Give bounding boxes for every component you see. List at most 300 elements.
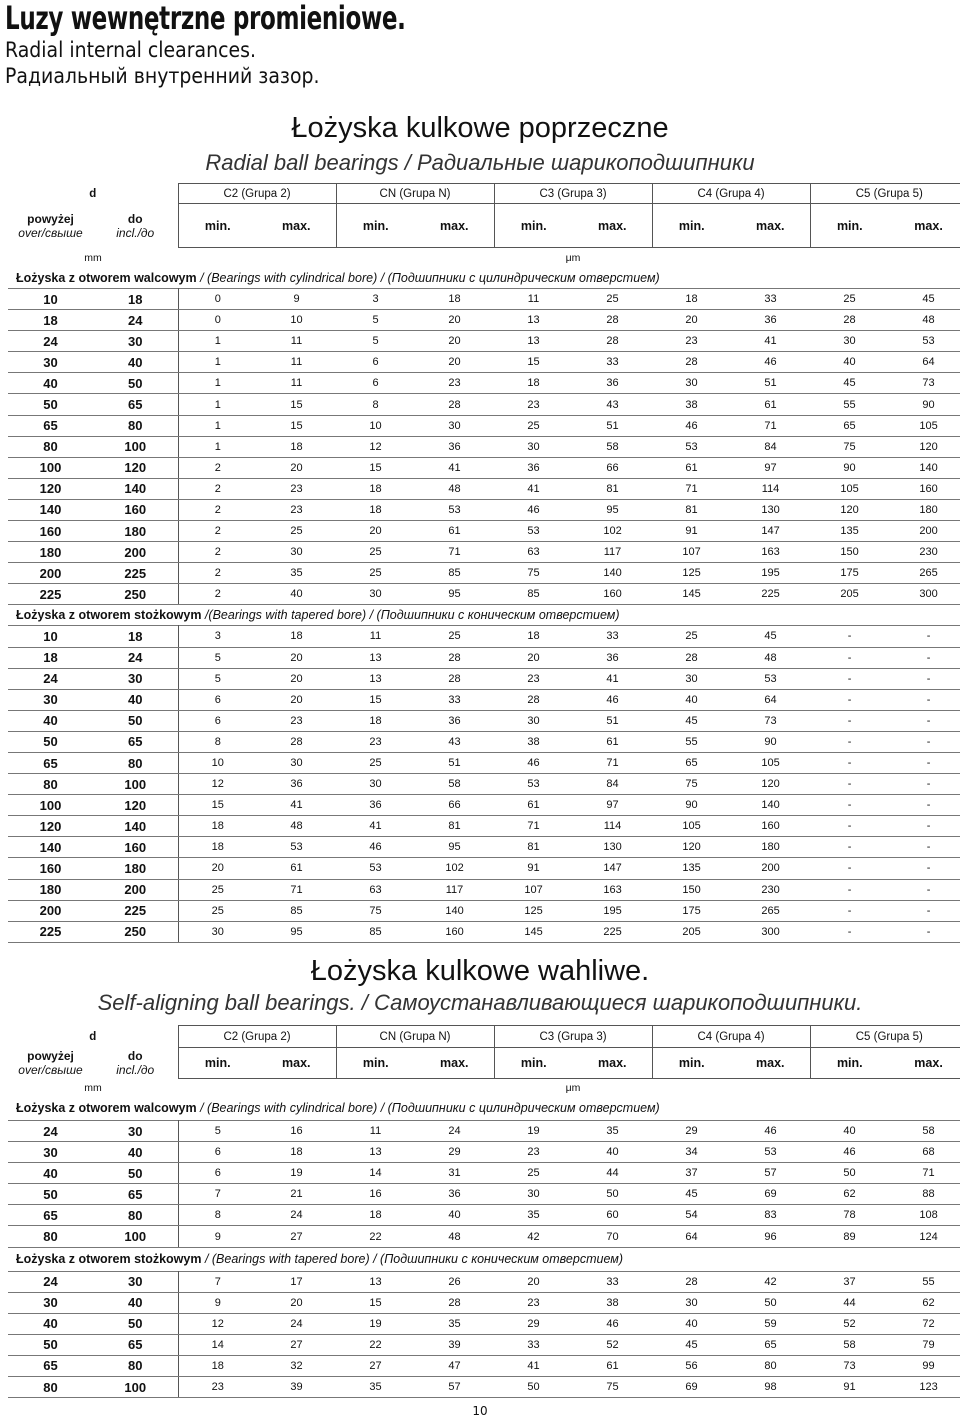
incl-value: 160 (93, 837, 178, 858)
max-header: max. (257, 1048, 336, 1079)
min-value: 2 (178, 563, 257, 584)
min-value: 11 (336, 1121, 415, 1142)
max-value: 95 (415, 837, 494, 858)
min-value: 5 (336, 331, 415, 352)
over-value: 40 (8, 1163, 93, 1184)
min-value: 18 (336, 1205, 415, 1226)
min-value: 63 (494, 542, 573, 563)
min-value: 44 (810, 1292, 889, 1313)
table-row (8, 394, 960, 415)
max-value: 83 (731, 1205, 810, 1226)
min-value: 8 (178, 1205, 257, 1226)
group-header: C5 (Grupa 5) (810, 184, 960, 204)
min-header: min. (336, 204, 415, 248)
incl-value: 200 (93, 542, 178, 563)
max-value: 36 (415, 436, 494, 457)
over-value: 200 (8, 563, 93, 584)
min-value: 2 (178, 457, 257, 478)
max-value: 48 (415, 1226, 494, 1247)
max-value: - (889, 647, 960, 668)
max-value: 140 (415, 900, 494, 921)
incl-label-pl: do (127, 1049, 143, 1063)
group-header: C3 (Grupa 3) (494, 1026, 652, 1048)
group-header: C2 (Grupa 2) (178, 1026, 336, 1048)
max-value: 105 (731, 752, 810, 773)
over-value: 50 (8, 731, 93, 752)
max-header: max. (573, 204, 652, 248)
min-value: 9 (178, 1226, 257, 1247)
max-value: 18 (415, 289, 494, 310)
min-value: 12 (336, 436, 415, 457)
max-value: 43 (415, 731, 494, 752)
max-value: 75 (573, 1377, 652, 1398)
cylindrical-bore-label (8, 268, 960, 289)
incl-value: 80 (93, 415, 178, 436)
group-header-row (8, 1026, 960, 1048)
d-header: d (8, 184, 178, 204)
tapered-bore-label-bold: Łożyska z otworem stożkowym (16, 1252, 202, 1267)
min-value: 45 (652, 1184, 731, 1205)
min-value: 15 (178, 795, 257, 816)
max-value: 15 (257, 394, 336, 415)
max-value: - (889, 921, 960, 942)
max-value: 51 (573, 710, 652, 731)
min-value: 5 (178, 668, 257, 689)
max-value: 11 (257, 373, 336, 394)
min-value: 52 (810, 1313, 889, 1334)
max-value: 20 (257, 668, 336, 689)
group-header: C4 (Grupa 4) (652, 184, 810, 204)
min-value: 23 (494, 1142, 573, 1163)
max-value: - (889, 879, 960, 900)
incl-value: 100 (93, 436, 178, 457)
max-value: 61 (415, 521, 494, 542)
max-header: max. (889, 204, 960, 248)
min-value: 0 (178, 310, 257, 331)
table-row (8, 1121, 960, 1142)
min-value: 53 (494, 774, 573, 795)
max-value: 45 (889, 289, 960, 310)
min-value: 45 (810, 373, 889, 394)
max-value: 300 (731, 921, 810, 942)
incl-header (93, 204, 178, 248)
min-value: 13 (336, 1142, 415, 1163)
min-value: 27 (336, 1355, 415, 1376)
min-value: 11 (336, 626, 415, 647)
max-value: 71 (415, 542, 494, 563)
max-value: 66 (415, 795, 494, 816)
table-row (8, 1205, 960, 1226)
max-value: 230 (731, 879, 810, 900)
max-header: max. (415, 204, 494, 248)
min-value: 37 (810, 1271, 889, 1292)
max-value: 160 (889, 478, 960, 499)
min-value: 145 (494, 921, 573, 942)
min-value: 13 (336, 668, 415, 689)
max-value: 114 (731, 478, 810, 499)
min-value: 30 (494, 710, 573, 731)
min-header: min. (336, 1048, 415, 1079)
max-value: 23 (415, 373, 494, 394)
table-row (8, 1226, 960, 1247)
min-value: 18 (178, 1355, 257, 1376)
max-value: 11 (257, 352, 336, 373)
max-value: - (889, 816, 960, 837)
over-value: 30 (8, 1292, 93, 1313)
incl-value: 18 (93, 289, 178, 310)
min-value: 30 (652, 1292, 731, 1313)
max-value: 90 (889, 394, 960, 415)
table-row (8, 689, 960, 710)
table-row (8, 710, 960, 731)
max-value: 26 (415, 1271, 494, 1292)
min-header: min. (178, 204, 257, 248)
incl-value: 100 (93, 1377, 178, 1398)
radial-ball-bearings-table (8, 183, 960, 943)
max-value: 120 (889, 436, 960, 457)
incl-value: 250 (93, 921, 178, 942)
max-value: 21 (257, 1184, 336, 1205)
max-value: 57 (415, 1377, 494, 1398)
min-header: min. (652, 1048, 731, 1079)
min-value: 12 (178, 774, 257, 795)
max-value: 52 (573, 1334, 652, 1355)
min-value: 55 (810, 394, 889, 415)
max-value: 30 (415, 415, 494, 436)
max-value: 80 (731, 1355, 810, 1376)
min-value: 20 (178, 858, 257, 879)
min-value: 85 (494, 584, 573, 605)
max-value: 41 (731, 331, 810, 352)
max-value: 46 (731, 352, 810, 373)
over-label-pl: powyżej (27, 211, 74, 226)
max-value: 140 (573, 563, 652, 584)
min-value: 23 (652, 331, 731, 352)
max-value: 225 (573, 921, 652, 942)
max-value: 140 (731, 795, 810, 816)
max-value: 39 (415, 1334, 494, 1355)
min-value: 18 (178, 837, 257, 858)
max-value: 160 (573, 584, 652, 605)
max-value: 61 (573, 731, 652, 752)
over-value: 18 (8, 647, 93, 668)
max-value: 73 (731, 710, 810, 731)
min-value: 75 (810, 436, 889, 457)
max-value: 85 (415, 563, 494, 584)
min-value: 20 (652, 310, 731, 331)
max-value: 180 (731, 837, 810, 858)
over-header (8, 1048, 93, 1079)
page-number: 10 (472, 1404, 488, 1418)
max-value: 18 (257, 626, 336, 647)
max-header: max. (257, 204, 336, 248)
max-value: 28 (573, 331, 652, 352)
max-value: 18 (257, 1142, 336, 1163)
over-value: 65 (8, 1205, 93, 1226)
over-header (8, 204, 93, 248)
incl-value: 120 (93, 795, 178, 816)
min-value: 25 (494, 1163, 573, 1184)
max-value: 140 (889, 457, 960, 478)
incl-value: 160 (93, 499, 178, 520)
group-header: C2 (Grupa 2) (178, 184, 336, 204)
min-value: 13 (494, 310, 573, 331)
min-value: 53 (494, 521, 573, 542)
max-value: 88 (889, 1184, 960, 1205)
max-value: 40 (415, 1205, 494, 1226)
max-value: 47 (415, 1355, 494, 1376)
max-value: 20 (415, 352, 494, 373)
over-value: 24 (8, 668, 93, 689)
min-value: 81 (652, 499, 731, 520)
max-value: 72 (889, 1313, 960, 1334)
table-row (8, 626, 960, 647)
max-value: 70 (573, 1226, 652, 1247)
max-value: 71 (889, 1163, 960, 1184)
table-row (8, 816, 960, 837)
min-value: 30 (810, 331, 889, 352)
min-value: 205 (652, 921, 731, 942)
table-row (8, 542, 960, 563)
max-value: 97 (731, 457, 810, 478)
min-value: 75 (494, 563, 573, 584)
max-value: 41 (415, 457, 494, 478)
min-header: min. (652, 204, 731, 248)
max-value: - (889, 900, 960, 921)
min-value: 135 (810, 521, 889, 542)
incl-value: 40 (93, 689, 178, 710)
max-value: 81 (573, 478, 652, 499)
max-value: 69 (731, 1184, 810, 1205)
min-value: 29 (494, 1313, 573, 1334)
max-value: 61 (731, 394, 810, 415)
max-value: 71 (731, 415, 810, 436)
max-value: 61 (573, 1355, 652, 1376)
incl-value: 80 (93, 1205, 178, 1226)
min-value: 15 (336, 689, 415, 710)
min-value: - (810, 774, 889, 795)
min-value: 46 (810, 1142, 889, 1163)
group-header: C4 (Grupa 4) (652, 1026, 810, 1048)
max-value: 20 (257, 647, 336, 668)
over-value: 180 (8, 879, 93, 900)
max-value: 105 (889, 415, 960, 436)
min-value: 175 (810, 563, 889, 584)
max-value: 33 (415, 689, 494, 710)
min-value: 36 (494, 457, 573, 478)
max-value: - (889, 795, 960, 816)
min-value: 6 (336, 373, 415, 394)
incl-value: 40 (93, 1292, 178, 1313)
table-row (8, 1313, 960, 1334)
min-value: 9 (178, 1292, 257, 1313)
max-value: 90 (731, 731, 810, 752)
table-row (8, 584, 960, 605)
incl-value: 65 (93, 394, 178, 415)
max-value: 195 (573, 900, 652, 921)
min-header: min. (810, 204, 889, 248)
tapered-bore-label-rest: /(Bearings with tapered bore) / (Подшипники с коническим отверстием) (201, 608, 620, 623)
table-row (8, 373, 960, 394)
min-value: 6 (178, 689, 257, 710)
over-value: 24 (8, 331, 93, 352)
max-value: 48 (731, 647, 810, 668)
table-row (8, 415, 960, 436)
incl-value: 18 (93, 626, 178, 647)
max-value: 35 (257, 563, 336, 584)
min-value: 71 (494, 816, 573, 837)
min-value: 56 (652, 1355, 731, 1376)
max-value: 24 (415, 1121, 494, 1142)
cylindrical-bore-label-rest: / (Bearings with cylindrical bore) / (Подшипники с цилиндрическим отверстием) (196, 270, 660, 285)
min-value: 75 (652, 774, 731, 795)
min-value: 1 (178, 373, 257, 394)
over-value: 30 (8, 689, 93, 710)
min-value: 28 (652, 1271, 731, 1292)
max-value: - (889, 689, 960, 710)
incl-value: 30 (93, 1271, 178, 1292)
min-value: 150 (810, 542, 889, 563)
max-value: 58 (415, 774, 494, 795)
table-row (8, 795, 960, 816)
min-value: 75 (336, 900, 415, 921)
min-value: - (810, 689, 889, 710)
max-value: 108 (889, 1205, 960, 1226)
max-value: 51 (731, 373, 810, 394)
max-value: 57 (731, 1163, 810, 1184)
min-value: 7 (178, 1184, 257, 1205)
incl-value: 140 (93, 816, 178, 837)
incl-value: 180 (93, 521, 178, 542)
min-value: 120 (652, 837, 731, 858)
max-value: 58 (573, 436, 652, 457)
max-value: 27 (257, 1334, 336, 1355)
min-value: 1 (178, 352, 257, 373)
min-value: 36 (336, 795, 415, 816)
min-value: 25 (336, 563, 415, 584)
min-value: 20 (336, 521, 415, 542)
over-value: 24 (8, 1121, 93, 1142)
max-value: 117 (573, 542, 652, 563)
min-value: 38 (652, 394, 731, 415)
over-value: 80 (8, 436, 93, 457)
incl-value: 225 (93, 563, 178, 584)
table-row (8, 752, 960, 773)
max-value: 95 (257, 921, 336, 942)
min-value: 14 (178, 1334, 257, 1355)
max-value: 33 (573, 626, 652, 647)
max-value: 36 (573, 373, 652, 394)
group-header: CN (Grupa N) (336, 184, 494, 204)
min-value: 18 (494, 373, 573, 394)
max-value: 24 (257, 1313, 336, 1334)
min-value: 150 (652, 879, 731, 900)
min-value: 20 (494, 1271, 573, 1292)
min-value: 25 (494, 415, 573, 436)
min-value: 90 (652, 795, 731, 816)
min-value: 64 (652, 1226, 731, 1247)
max-value: 11 (257, 331, 336, 352)
min-value: 23 (178, 1377, 257, 1398)
table-row (8, 837, 960, 858)
max-value: 35 (415, 1313, 494, 1334)
max-value: 53 (257, 837, 336, 858)
max-value: 97 (573, 795, 652, 816)
min-value: 38 (494, 731, 573, 752)
min-value: 73 (810, 1355, 889, 1376)
cylindrical-bore-label-bold: Łożyska z otworem walcowym (16, 270, 197, 285)
over-label-pl: powyżej (27, 1049, 74, 1063)
table-row (8, 1377, 960, 1398)
title-english: Radial internal clearances. (5, 38, 256, 62)
min-value: - (810, 626, 889, 647)
incl-value: 65 (93, 1334, 178, 1355)
max-value: 46 (573, 689, 652, 710)
table-row (8, 1271, 960, 1292)
over-value: 30 (8, 352, 93, 373)
table-row (8, 1334, 960, 1355)
incl-value: 120 (93, 457, 178, 478)
incl-value: 50 (93, 1163, 178, 1184)
min-value: 65 (810, 415, 889, 436)
cylindrical-bore-label (8, 1097, 960, 1121)
incl-value: 30 (93, 668, 178, 689)
group-header: C5 (Grupa 5) (810, 1026, 960, 1048)
min-value: 28 (652, 647, 731, 668)
min-value: 25 (336, 752, 415, 773)
over-label-en: over/свыше (18, 225, 83, 240)
max-value: 41 (573, 668, 652, 689)
min-header: min. (494, 1048, 573, 1079)
unit-um: μm (565, 1081, 581, 1094)
min-value: 15 (494, 352, 573, 373)
max-value: 25 (257, 521, 336, 542)
table-row (8, 331, 960, 352)
max-value: - (889, 668, 960, 689)
max-value: 48 (889, 310, 960, 331)
min-value: 19 (494, 1121, 573, 1142)
min-value: 5 (178, 1121, 257, 1142)
table-row (8, 457, 960, 478)
table-row (8, 310, 960, 331)
min-value: 28 (810, 310, 889, 331)
incl-value: 250 (93, 584, 178, 605)
max-value: 124 (889, 1226, 960, 1247)
table-row (8, 921, 960, 942)
max-value: 200 (889, 521, 960, 542)
max-value: 85 (257, 900, 336, 921)
incl-label-en: incl./до (116, 225, 155, 240)
max-value: 36 (731, 310, 810, 331)
max-value: 46 (573, 1313, 652, 1334)
max-value: 48 (257, 816, 336, 837)
max-value: 33 (573, 1271, 652, 1292)
max-value: 265 (731, 900, 810, 921)
max-value: 27 (257, 1226, 336, 1247)
max-value: 46 (731, 1121, 810, 1142)
min-value: 12 (178, 1313, 257, 1334)
min-value: 40 (810, 352, 889, 373)
max-value: 53 (731, 1142, 810, 1163)
max-header: max. (731, 1048, 810, 1079)
over-value: 80 (8, 774, 93, 795)
max-value: 30 (257, 752, 336, 773)
min-value: 18 (494, 626, 573, 647)
min-value: 30 (652, 373, 731, 394)
max-value: - (889, 731, 960, 752)
max-header: max. (573, 1048, 652, 1079)
min-value: 30 (336, 774, 415, 795)
